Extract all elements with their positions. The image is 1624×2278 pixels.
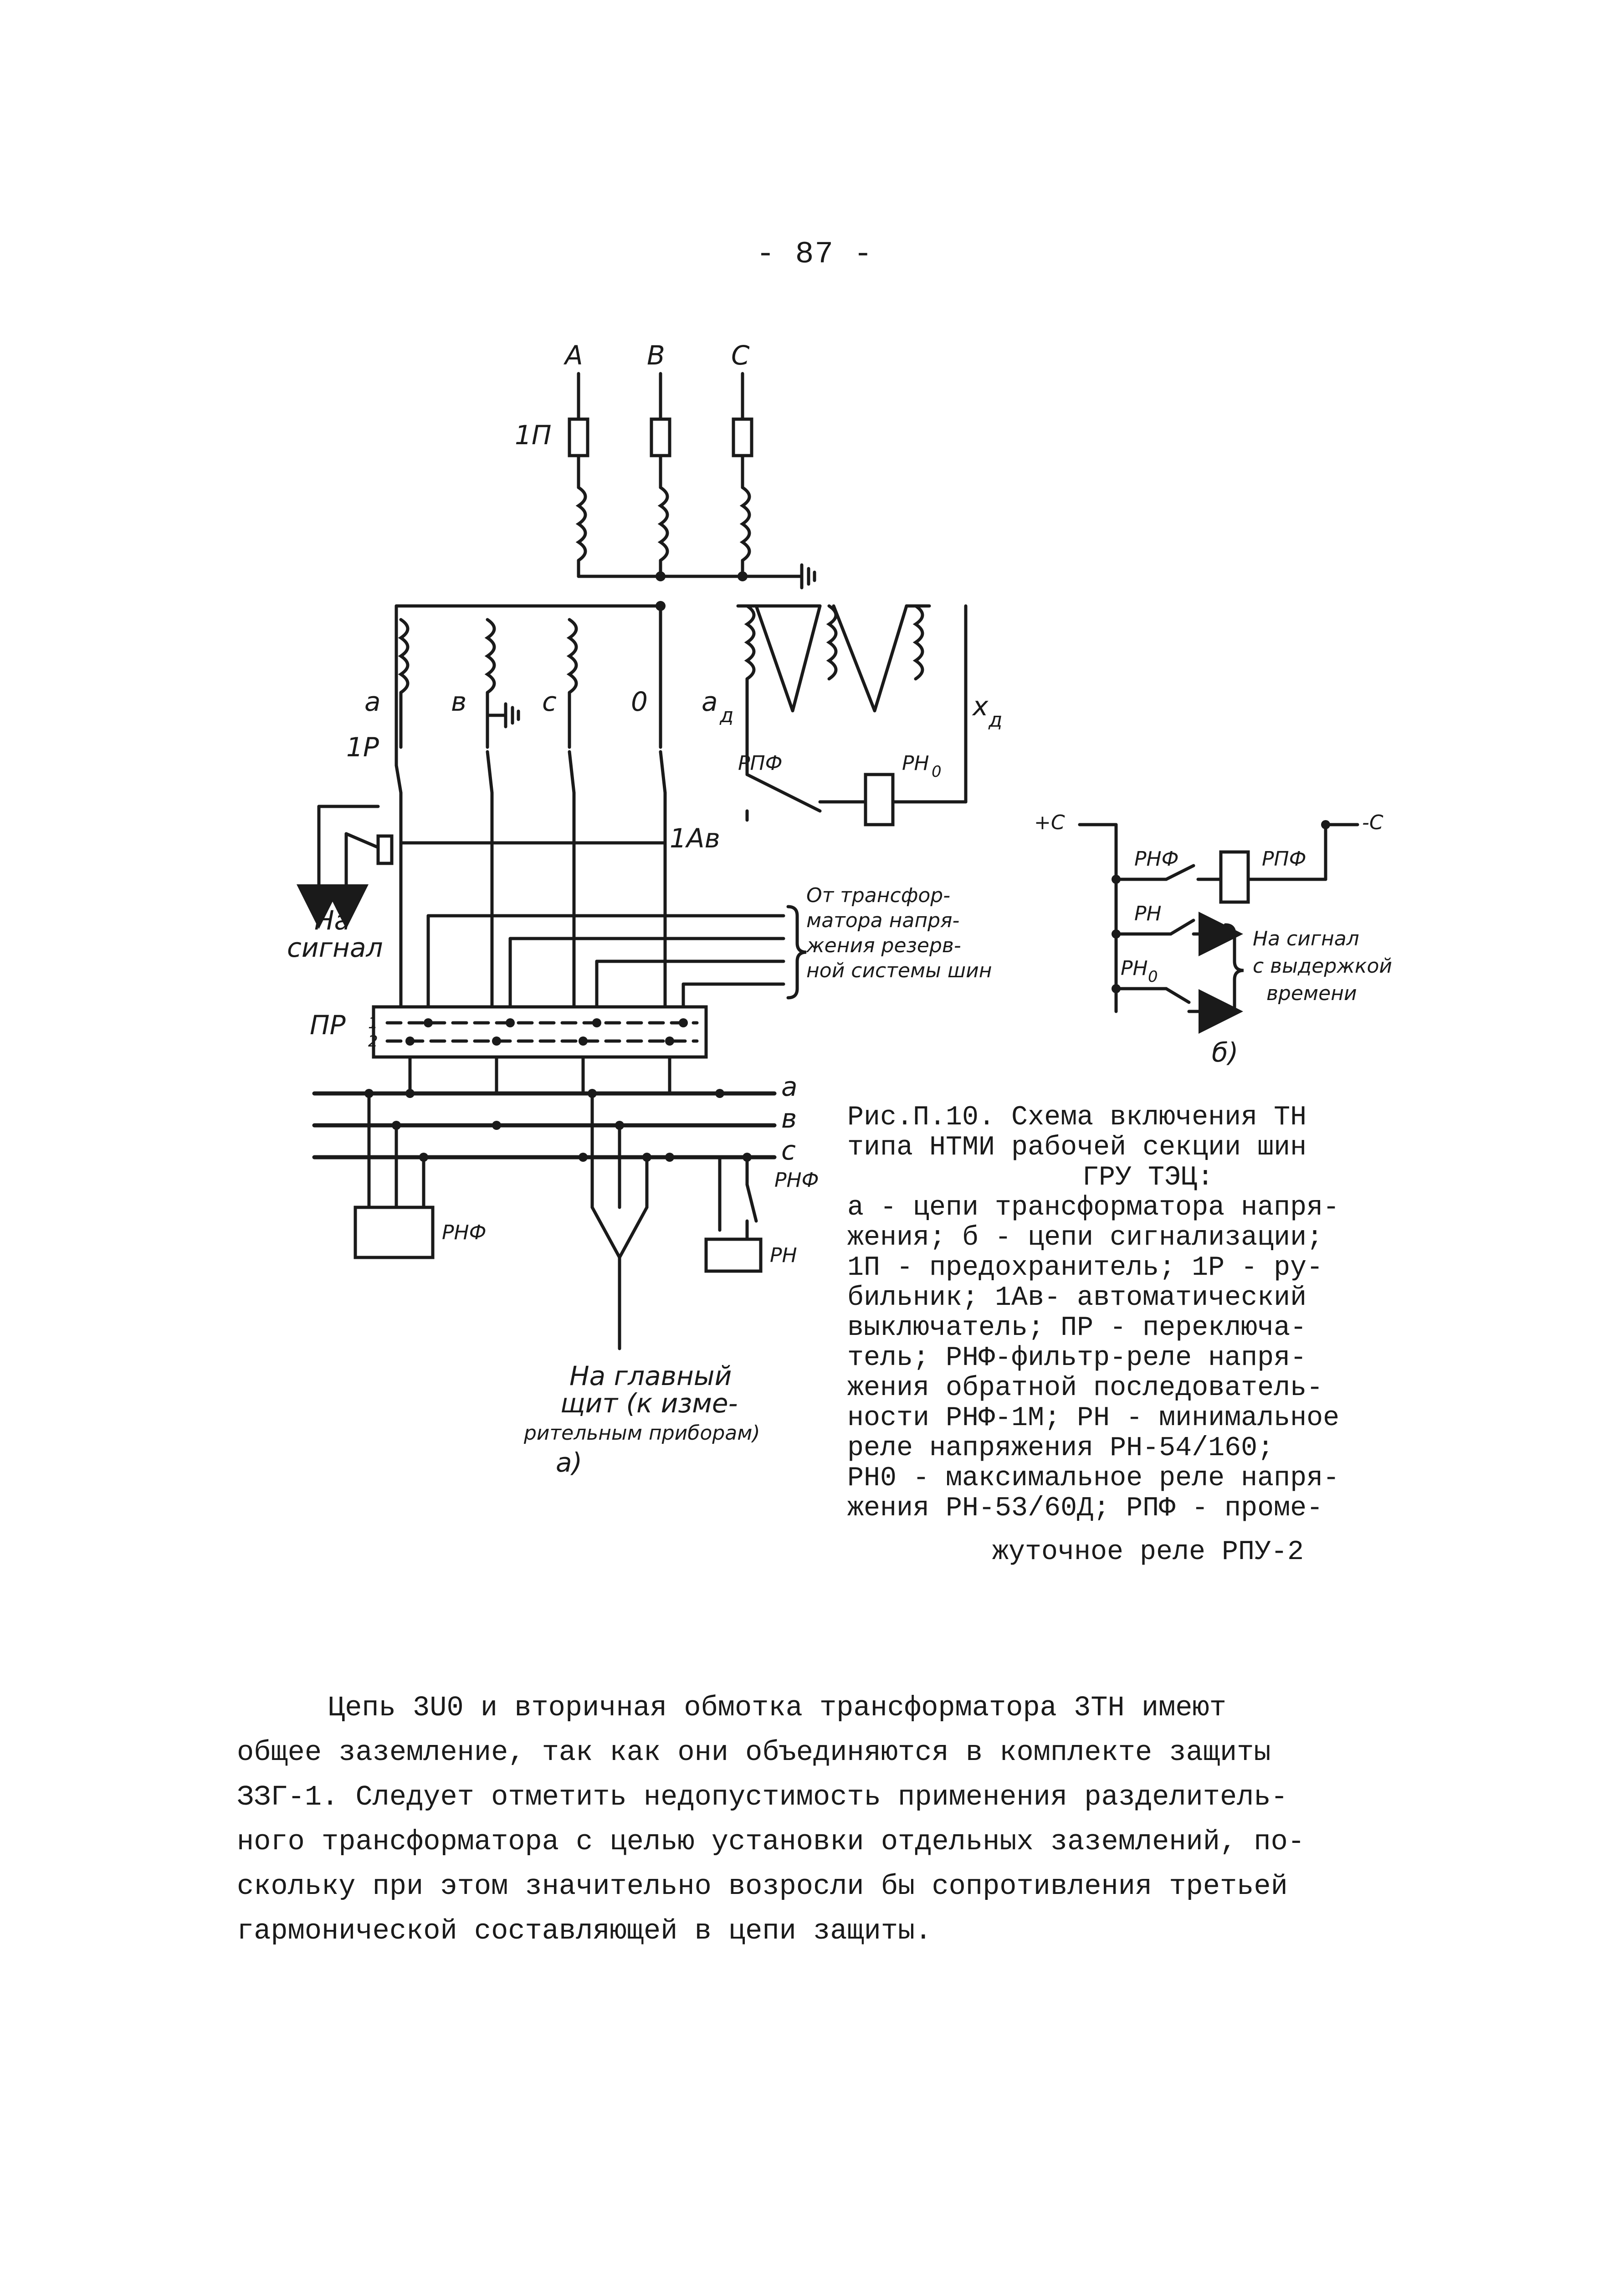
bus-label-c: с xyxy=(781,1135,796,1166)
caption-line: ГРУ ТЭЦ: xyxy=(1082,1162,1214,1193)
b-rn0-sub: 0 xyxy=(1148,968,1158,986)
switch-label: 1Р xyxy=(346,732,379,763)
caption-line: жения обратной последователь- xyxy=(847,1373,1323,1404)
phase-label-b: B xyxy=(647,340,665,371)
rn0-sub: 0 xyxy=(932,763,942,781)
figure-caption xyxy=(847,1103,1449,1567)
caption-line: ности РНФ-1М; РН - минимальное xyxy=(847,1403,1340,1434)
body-line xyxy=(237,1686,1403,1730)
reserve-note-4: ной системы шин xyxy=(806,959,992,982)
b-rn-label: РН xyxy=(1134,902,1162,925)
secondary-label-0: 0 xyxy=(631,686,648,717)
rn0-label: РН xyxy=(902,752,929,775)
body-line: ного трансформатора с целью установки отдельных заземлений, по- xyxy=(237,1826,1305,1858)
b-rnf-label: РНФ xyxy=(1134,847,1179,871)
pr-position-1: 1 xyxy=(368,1014,378,1032)
open-delta-start-label: а xyxy=(702,686,718,717)
rnf-box-label: РНФ xyxy=(442,1221,487,1244)
minus-c-label: -С xyxy=(1362,811,1383,834)
page-number: - 87 - xyxy=(756,237,873,272)
phase-label-c: C xyxy=(731,340,750,371)
body-line: общее заземление, так как они объединяются в комплекте защиты xyxy=(237,1736,1271,1769)
b-rn0-label: РН xyxy=(1121,957,1148,980)
secondary-label-c: с xyxy=(542,686,557,717)
phase-label-a: A xyxy=(565,340,583,371)
rn-box-label: РН xyxy=(770,1244,797,1267)
caption-line: бильник; 1Ав- автоматический xyxy=(847,1283,1307,1313)
reserve-note-3: жения резерв- xyxy=(806,934,961,957)
plus-c-label: +С xyxy=(1034,811,1065,834)
delayed-signal-3: времени xyxy=(1266,982,1357,1005)
reserve-note-2: матора напря- xyxy=(806,909,960,932)
body-line-text: Цепь 3U0 и вторичная обмотка трансформатора 3ТН имеют xyxy=(328,1692,1226,1724)
caption-line: тель; РНФ-фильтр-реле напря- xyxy=(847,1343,1307,1374)
b-rpf-label: РПФ xyxy=(1262,847,1306,871)
rpf-label: РПФ xyxy=(738,752,783,775)
open-delta-start-sub: д xyxy=(720,704,734,727)
caption-line: типа НТМИ рабочей секции шин xyxy=(847,1132,1307,1163)
open-delta-end-label: х xyxy=(973,691,989,722)
signal-label-2: сигнал xyxy=(287,932,383,963)
caption-line: а - цепи трансформатора напря- xyxy=(847,1192,1340,1223)
body-paragraph xyxy=(237,1686,1403,1954)
reserve-note-1: От трансфор- xyxy=(806,884,951,907)
body-line: скольку при этом значительно возросли бы сопротивления третьей xyxy=(237,1870,1288,1903)
caption-line: реле напряжения РН-54/160; xyxy=(847,1433,1274,1464)
bus-rnf-label: РНФ xyxy=(774,1169,819,1192)
caption-line: жения РН-53/60Д; РПФ - проме- xyxy=(847,1493,1323,1524)
pr-label: ПР xyxy=(310,1010,346,1041)
caption-line: жуточное реле РПУ-2 xyxy=(992,1537,1304,1568)
open-delta-end-sub: д xyxy=(989,708,1003,732)
caption-line: Рис.П.10. Схема включения ТН xyxy=(847,1102,1307,1133)
breaker-label: 1Ав xyxy=(670,823,720,854)
caption-line: жения; б - цепи сигнализации; xyxy=(847,1222,1323,1253)
part-b-label: б) xyxy=(1212,1037,1239,1068)
main-panel-note-3: рительным приборам) xyxy=(524,1421,760,1445)
caption-line: РН0 - максимальное реле напря- xyxy=(847,1463,1340,1494)
signal-label-1: На xyxy=(314,905,351,936)
secondary-label-b: в xyxy=(451,686,467,717)
body-line: гармонической составляющей в цепи защиты. xyxy=(237,1915,932,1947)
caption-line: 1П - предохранитель; 1Р - ру- xyxy=(847,1252,1323,1283)
bus-label-b: в xyxy=(781,1103,797,1134)
pr-position-2: 2 xyxy=(368,1032,378,1051)
main-panel-note-2: щит (к изме- xyxy=(560,1388,738,1419)
delayed-signal-1: На сигнал xyxy=(1253,927,1359,950)
fuse-label: 1П xyxy=(515,420,552,451)
bus-label-a: а xyxy=(781,1071,798,1102)
main-panel-note-1: На главный xyxy=(569,1360,732,1391)
secondary-label-a: а xyxy=(364,686,381,717)
part-a-label: а) xyxy=(556,1447,583,1478)
delayed-signal-2: с выдержкой xyxy=(1253,954,1393,978)
caption-line: выключатель; ПР - переключа- xyxy=(847,1313,1307,1344)
body-line: ЗЗГ-1. Следует отметить недопустимость применения разделитель- xyxy=(237,1781,1288,1813)
